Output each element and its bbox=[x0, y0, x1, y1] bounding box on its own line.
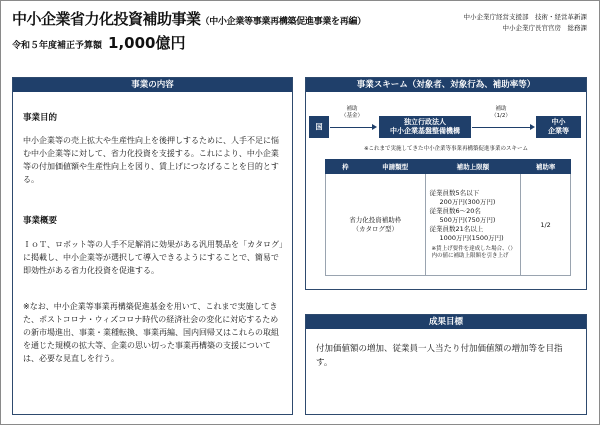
limit-cell bbox=[425, 174, 521, 276]
rate-cell: 1/2 bbox=[521, 174, 571, 276]
result-text: 付加価値額の増加、従業員一人当たり付加価値額の増加等を目指す。 bbox=[316, 344, 563, 368]
table-header-frame: 枠 bbox=[326, 160, 366, 174]
limit-amount-2: 500万円(750万円) bbox=[439, 216, 496, 224]
department-line-2: 中小企業庁長官官房 総務課 bbox=[502, 24, 587, 32]
flow-node-country: 国 bbox=[309, 116, 329, 138]
flow-arrow2-label: 補助 （1/2） bbox=[491, 106, 511, 119]
table-header-limit: 補助上限額 bbox=[425, 160, 521, 174]
limit-label-2: 従業員数6～20名 bbox=[429, 207, 481, 215]
page-title bbox=[12, 8, 366, 29]
flow-arrow1-head bbox=[372, 124, 377, 130]
flow-arrow1-label: 補助 （基金） bbox=[340, 106, 363, 119]
scheme-panel-header: 事業スキーム（対象者、対象行為、補助率等） bbox=[306, 78, 586, 92]
flow-arrow1-line bbox=[330, 127, 373, 128]
limit-label-3: 従業員数21名以上 bbox=[429, 225, 484, 233]
result-panel-header: 成果目標 bbox=[306, 315, 586, 329]
title-main: 中小企業省力化投資補助事業 bbox=[12, 10, 201, 28]
purpose-text: 中小企業等の売上拡大や生産性向上を後押しするために、人手不足に悩む中小企業等に対して、省力化投資を支援する。これにより、中小企業等の付加価値額や生産性向上を図り、賃上げにつなげることを目的とする。 bbox=[23, 136, 279, 184]
content-panel bbox=[12, 77, 293, 415]
row-type-cell: 省力化投資補助枠 （カタログ型） bbox=[326, 174, 426, 276]
note-text: ※なお、中小企業等事業再構築促進基金を用いて、これまで実施してきた、ポストコロナ・ウィズコロナ時代の経済社会の変化に対応するための新市場進出、事業・業種転換、事業再編、国内回帰又はこれらの取組を通じた規模の拡大等、企業の思い切った事業再構築の支援については、必要な見直しを行う。 bbox=[23, 302, 279, 363]
limit-amount-1: 200万円(300万円) bbox=[439, 198, 496, 206]
flow-node-target: 中小 企業等 bbox=[536, 116, 581, 138]
budget-label: 令和５年度補正予算額 bbox=[12, 41, 103, 51]
budget-line bbox=[12, 32, 185, 53]
table-header-row bbox=[326, 160, 571, 174]
subsidy-table bbox=[325, 159, 571, 276]
scheme-note: ※これまで実施してきた中小企業等事業再構築促進事業のスキーム bbox=[363, 146, 529, 152]
flow-arrow2-head bbox=[530, 124, 535, 130]
overview-heading: 事業概要 bbox=[23, 216, 58, 226]
table-header-type: 申請類型 bbox=[365, 160, 425, 174]
table-row bbox=[326, 174, 571, 276]
table-header-rate: 補助率 bbox=[521, 160, 571, 174]
title-subtitle: （中小企業等事業再構築促進事業を再編） bbox=[200, 17, 366, 27]
overview-text: ＩｏＴ、ロボット等の人手不足解消に効果がある汎用製品を「カタログ」に掲載し、中小企業等が選択して導入できるようにすることで、簡易で即効性がある省力化投資を促進する。 bbox=[23, 240, 283, 275]
department-line-1: 中小企業庁経営支援部 技術・経営革新課 bbox=[463, 13, 587, 21]
scheme-panel bbox=[305, 77, 587, 290]
content-panel-header: 事業の内容 bbox=[13, 78, 292, 92]
budget-amount: 1,000億円 bbox=[108, 34, 186, 52]
result-panel bbox=[305, 314, 587, 415]
flow-node-smrj: 独立行政法人 中小企業基盤整備機構 bbox=[379, 116, 471, 138]
limit-note: ※賃上げ要件を達成した場合、（）内の値に補助上限額を引き上げ bbox=[431, 246, 516, 259]
flow-arrow2-line bbox=[472, 127, 531, 128]
purpose-heading: 事業目的 bbox=[23, 113, 58, 123]
scheme-flow-diagram bbox=[306, 92, 586, 144]
limit-amount-3: 1000万円(1500万円) bbox=[439, 234, 504, 242]
limit-label-1: 従業員数5名以下 bbox=[429, 189, 480, 197]
